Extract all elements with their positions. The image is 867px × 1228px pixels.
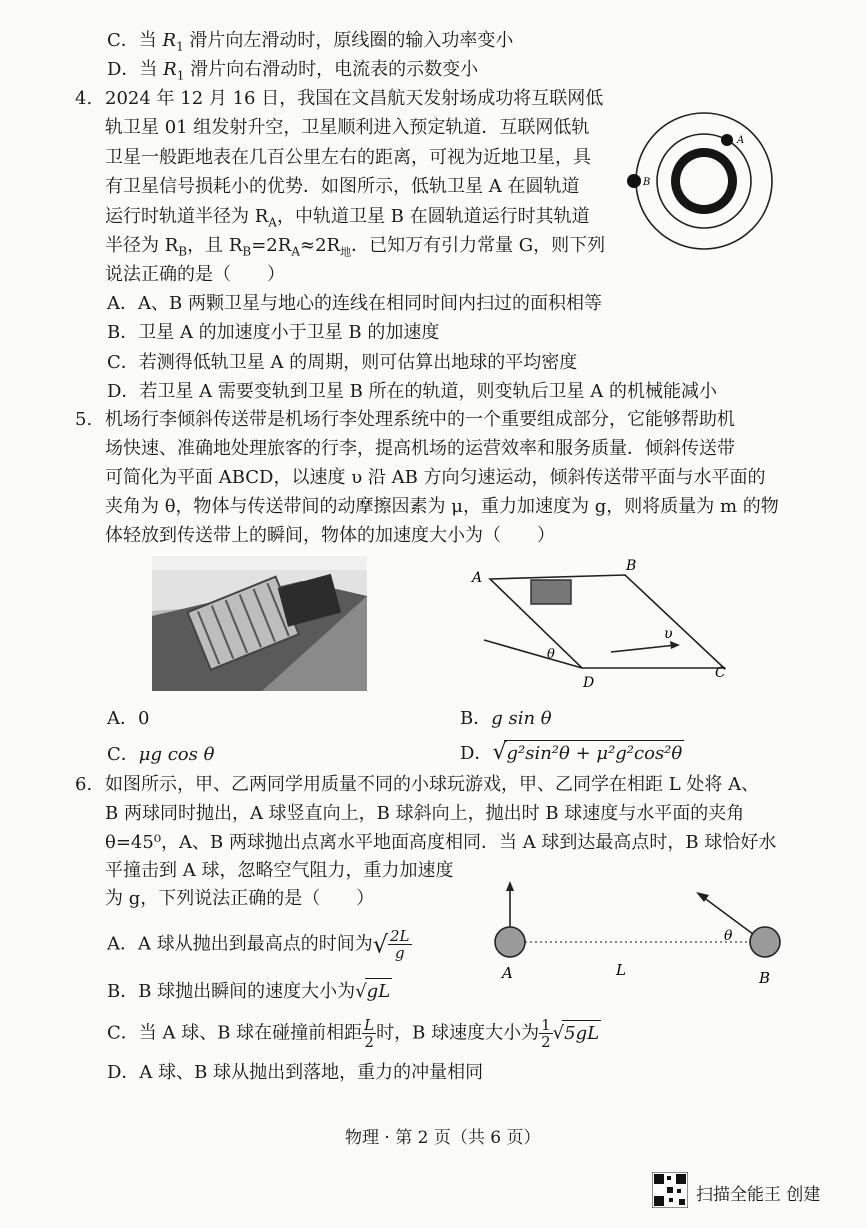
baggage-conveyor-photo (152, 556, 367, 691)
q6-line-4: 平撞击到 A 球，忽略空气阻力，重力加速度 (105, 860, 454, 881)
page-footer: 物理 · 第 2 页（共 6 页） (345, 1128, 541, 1148)
q5-option-c: C．μg cos θ (107, 744, 215, 765)
satellite-b (627, 174, 641, 188)
q5-option-a: A．0 (107, 708, 150, 729)
q6-line-2: B 两球同时抛出，A 球竖直向上，B 球斜向上，抛出时 B 球速度与水平面的夹角 (105, 803, 745, 824)
velocity-arrowhead (670, 641, 680, 649)
q6-ball-diagram (485, 875, 795, 995)
vertex-a: A (472, 570, 483, 586)
label-ball-a: A (502, 964, 513, 982)
q4-line-3: 卫星一般距地表在几百公里左右的距离，可视为近地卫星，具 (105, 147, 591, 168)
q4-line-4: 有卫星信号损耗小的优势．如图所示，低轨卫星 A 在圆轨道 (105, 176, 580, 197)
vertex-b: B (626, 558, 637, 574)
ball-a-arrowhead (506, 881, 514, 891)
q4-line-1: 2024 年 12 月 16 日，我国在文昌航天发射场成功将互联网低 (105, 88, 604, 109)
q4-line-2: 轨卫星 01 组发射升空，卫星顺利进入预定轨道．互联网低轨 (105, 117, 590, 138)
luggage-block (531, 580, 571, 604)
angle-theta: θ (547, 647, 555, 662)
q4-line-6: 半径为 $R_B$，且 $R_B=2R_A\approx 2R_地$．已知万有引力常量 G，则下列 (105, 235, 606, 259)
ball-b (750, 927, 780, 957)
q5-line-5: 体轻放到传送带上的瞬间，物体的加速度大小为（ ） (105, 525, 555, 546)
q4-line-7: 说法正确的是（ ） (105, 264, 285, 285)
label-distance: L (616, 961, 626, 979)
vertex-c: C (715, 665, 726, 681)
q5-number: 5. (75, 409, 93, 430)
velocity-arrow (611, 645, 676, 652)
label-ball-b: B (759, 969, 771, 987)
q3-option-c: C．当 $R_1$ 滑片向左滑动时，原线圈的输入功率变小 (107, 30, 514, 54)
velocity-label: υ (664, 626, 673, 642)
satellite-a (721, 134, 733, 146)
scan-watermark: 扫描全能王 创建 (696, 1185, 821, 1205)
q6-line-5: 为 g，下列说法正确的是（ ） (105, 888, 375, 909)
q4-option-b: B．卫星 A 的加速度小于卫星 B 的加速度 (107, 322, 440, 343)
q5-line-1: 机场行李倾斜传送带是机场行李处理系统中的一个重要组成部分，它能够帮助机 (105, 409, 735, 430)
q4-option-c: C．若测得低轨卫星 A 的周期，则可估算出地球的平均密度 (107, 352, 578, 373)
q6-number: 6. (75, 774, 93, 795)
q4-number: 4. (75, 88, 93, 109)
q5-line-2: 场快速、准确地处理旅客的行李，提高机场的运营效率和服务质量．倾斜传送带 (105, 438, 735, 459)
label-b: B (643, 177, 651, 188)
q4-option-a: A．A、B 两颗卫星与地心的连线在相同时间内扫过的面积相等 (107, 293, 602, 314)
q6-option-a: A．A 球从抛出到最高点的时间为√ $\frac{2L}{g}$ (107, 927, 410, 962)
earth-core (680, 157, 728, 205)
ball-a (495, 927, 525, 957)
q4-option-d: D．若卫星 A 需要变轨到卫星 B 所在的轨道，则变轨后卫星 A 的机械能减小 (107, 381, 717, 402)
q4-orbit-figure (618, 93, 780, 255)
q3-option-d: D．当 $R_1$ 滑片向右滑动时，电流表的示数变小 (107, 59, 479, 83)
q6-line-3: θ=45⁰，A、B 两球抛出点离水平地面高度相同．当 A 球到达最高点时，B 球恰好水 (105, 832, 777, 853)
conveyor-plane (490, 575, 724, 668)
label-a: A (737, 135, 745, 146)
q6-option-b: B．B 球抛出瞬间的速度大小为√gL (107, 978, 392, 1005)
q5-option-b: B．g sin θ (460, 708, 552, 729)
q6-option-d: D．A 球、B 球从抛出到落地，重力的冲量相同 (107, 1062, 484, 1083)
q5-line-3: 可简化为平面 ABCD，以速度 υ 沿 AB 方向匀速运动，倾斜传送带平面与水平面的 (105, 467, 766, 488)
label-theta: θ (724, 928, 733, 944)
vertex-d: D (583, 675, 595, 691)
q4-line-5: 运行时轨道半径为 $R_A$，中轨道卫星 B 在圆轨道运行时其轨道 (105, 206, 590, 230)
q5-conveyor-diagram (468, 557, 738, 692)
q6-line-1: 如图所示，甲、乙两同学用质量不同的小球玩游戏，甲、乙同学在相距 L 处将 A、 (105, 774, 760, 795)
q6-option-c: C．当 A 球、B 球在碰撞前相距 $\frac{L}{2}$ 时，B 球速度大小为 $\frac{1}{2}$ √5gL (107, 1016, 600, 1051)
q5-option-d: D．√g²sin²θ + μ²g²cos²θ (460, 740, 683, 765)
q5-line-4: 夹角为 θ，物体与传送带间的动摩擦因素为 μ，重力加速度为 g，则将质量为 m 的物 (105, 496, 779, 517)
qr-code-icon (652, 1172, 688, 1208)
